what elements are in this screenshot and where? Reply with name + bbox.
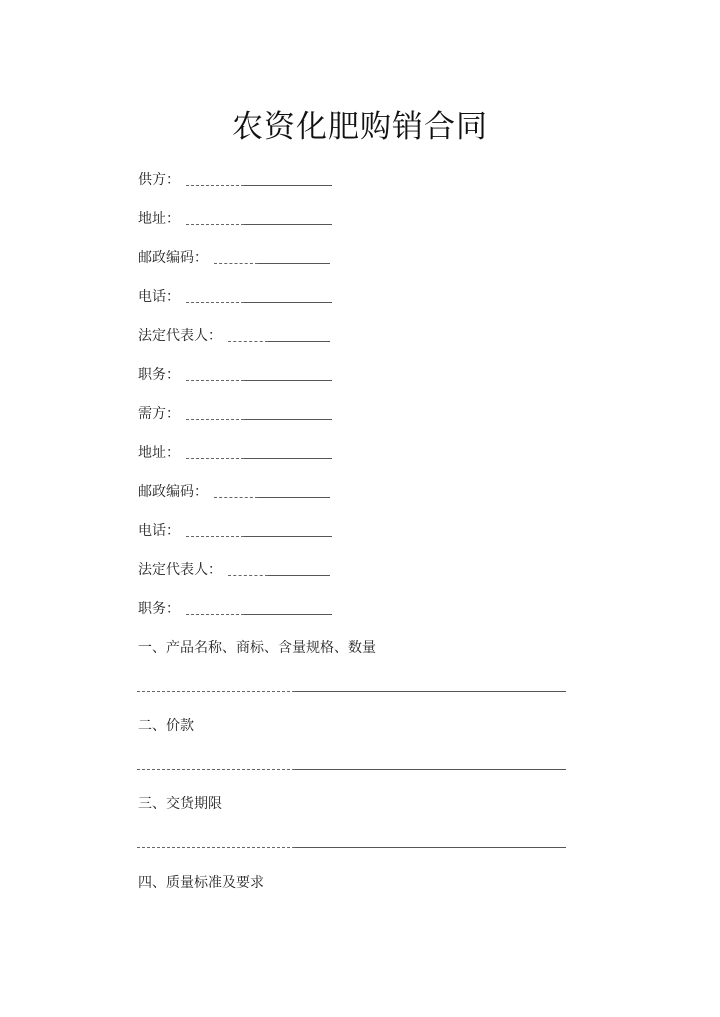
section-heading-price: 二、价款: [138, 718, 194, 734]
buyer-name-blank[interactable]: [186, 408, 332, 424]
supplier-postcode-blank[interactable]: [214, 252, 330, 268]
buyer-legal-rep-field: [138, 558, 330, 580]
field-label: 供方：: [138, 172, 180, 188]
field-label: 地址：: [138, 211, 180, 227]
buyer-phone-field: [138, 519, 332, 541]
field-label: 职务：: [138, 367, 180, 383]
buyer-address-blank[interactable]: [186, 447, 332, 463]
supplier-legal-rep-blank[interactable]: [228, 330, 330, 346]
supplier-address-field: [138, 207, 332, 229]
field-label: 职务：: [138, 601, 180, 617]
section-delivery-blank[interactable]: [137, 836, 566, 852]
field-label: 需方：: [138, 406, 180, 422]
buyer-legal-rep-blank[interactable]: [228, 564, 330, 580]
buyer-postcode-field: [138, 480, 330, 502]
document-title: 农资化肥购销合同: [232, 109, 488, 145]
field-label: 邮政编码：: [138, 484, 208, 500]
supplier-phone-blank[interactable]: [186, 291, 332, 307]
buyer-phone-blank[interactable]: [186, 525, 332, 541]
buyer-position-field: [138, 597, 332, 619]
section-heading-quality: 四、质量标准及要求: [138, 875, 264, 891]
supplier-name-field: [138, 168, 332, 190]
section-heading-delivery: 三、交货期限: [138, 796, 222, 812]
buyer-position-blank[interactable]: [186, 603, 332, 619]
supplier-postcode-field: [138, 246, 330, 268]
section-product-blank[interactable]: [137, 680, 566, 696]
field-label: 电话：: [138, 523, 180, 539]
field-label: 邮政编码：: [138, 250, 208, 266]
supplier-name-blank[interactable]: [186, 174, 332, 190]
field-label: 法定代表人：: [138, 562, 222, 578]
field-label: 法定代表人：: [138, 328, 222, 344]
supplier-address-blank[interactable]: [186, 213, 332, 229]
field-label: 地址：: [138, 445, 180, 461]
buyer-postcode-blank[interactable]: [214, 486, 330, 502]
supplier-position-field: [138, 363, 332, 385]
buyer-name-field: [138, 402, 332, 424]
supplier-position-blank[interactable]: [186, 369, 332, 385]
supplier-phone-field: [138, 285, 332, 307]
section-heading-product: 一、产品名称、商标、含量规格、数量: [138, 640, 376, 656]
field-label: 电话：: [138, 289, 180, 305]
section-price-blank[interactable]: [137, 758, 566, 774]
supplier-legal-rep-field: [138, 324, 330, 346]
buyer-address-field: [138, 441, 332, 463]
